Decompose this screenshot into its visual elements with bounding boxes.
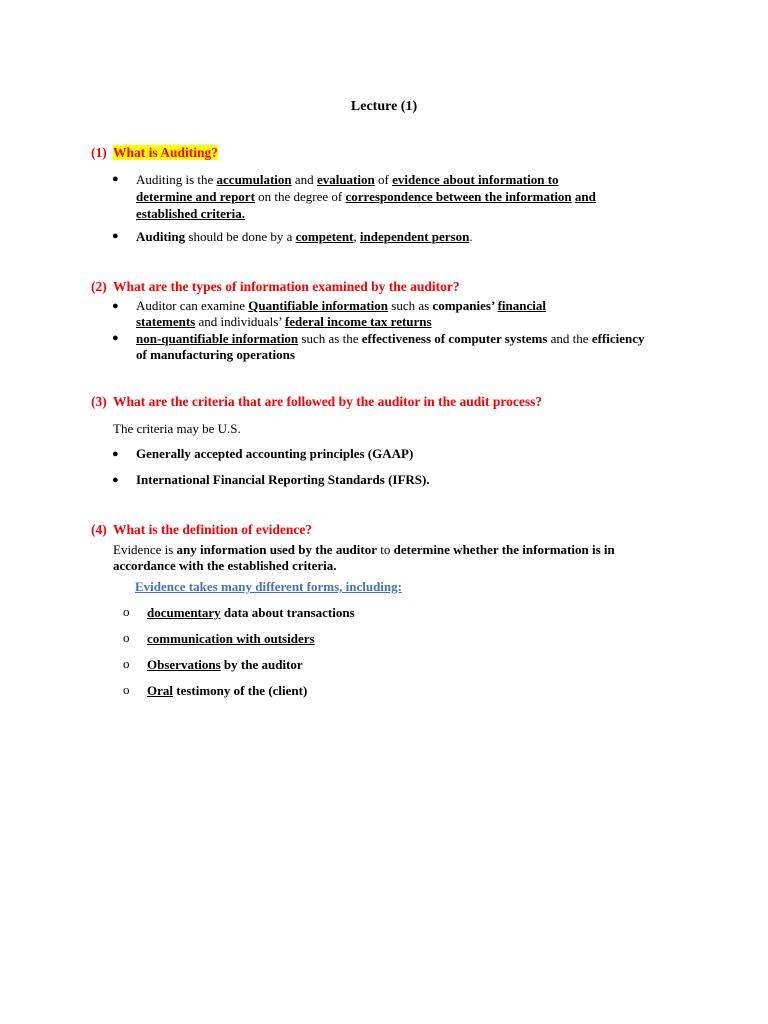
paragraph-line: Generally accepted accounting principles (GAAP) <box>136 446 414 461</box>
paragraph-line: non-quantifiable information such as the effectiveness of computer systems and the efficiency <box>136 331 645 346</box>
paragraph-line: Auditing is the accumulation and evaluation of evidence about information to <box>136 172 559 187</box>
question-number: (1) <box>91 145 107 160</box>
paragraph-line: of manufacturing operations <box>136 347 295 362</box>
circle-bullet-icon: o <box>123 630 130 645</box>
list-item: Observations by the auditor <box>147 657 303 672</box>
bullet-icon: ● <box>112 230 119 242</box>
paragraph-line: determine and report on the degree of correspondence between the information and <box>136 189 596 204</box>
list-item: communication with outsiders <box>147 631 315 646</box>
question-number: (2) <box>91 279 107 294</box>
question-text: What are the criteria that are followed by the auditor in the audit process? <box>113 394 543 409</box>
bullet-icon: ● <box>112 448 119 460</box>
question-4 <box>91 522 312 538</box>
paragraph-line: Evidence is any information used by the auditor to determine whether the information is in <box>113 542 615 557</box>
paragraph-line: International Financial Reporting Standards (IFRS). <box>136 472 430 487</box>
criteria-intro: The criteria may be U.S. <box>113 421 241 436</box>
paragraph-line: statements and individuals’ federal income tax returns <box>136 314 432 329</box>
question-3 <box>91 394 542 410</box>
bullet-icon: ● <box>112 474 119 486</box>
list-item: Oral testimony of the (client) <box>147 683 308 698</box>
bullet-icon: ● <box>112 300 119 312</box>
question-number: (3) <box>91 394 107 409</box>
paragraph-line: accordance with the established criteria. <box>113 558 337 573</box>
circle-bullet-icon: o <box>123 682 130 697</box>
paragraph-line: established criteria. <box>136 206 246 221</box>
question-text: What is Auditing? <box>113 145 219 160</box>
circle-bullet-icon: o <box>123 656 130 671</box>
question-2 <box>91 279 460 295</box>
bullet-icon: ● <box>112 173 119 185</box>
question-text: What is the definition of evidence? <box>113 522 313 537</box>
question-text: What are the types of information examined by the auditor? <box>113 279 460 294</box>
evidence-subheading: Evidence takes many different forms, including: <box>135 579 402 594</box>
bullet-icon: ● <box>112 332 119 344</box>
paragraph-line: Auditing should be done by a competent, independent person. <box>136 229 473 244</box>
circle-bullet-icon: o <box>123 604 130 619</box>
list-item: documentary data about transactions <box>147 605 355 620</box>
question-number: (4) <box>91 522 107 537</box>
question-1 <box>91 145 218 161</box>
paragraph-line: Auditor can examine Quantifiable information such as companies’ financial <box>136 298 546 313</box>
page-title: Lecture (1) <box>350 99 418 114</box>
